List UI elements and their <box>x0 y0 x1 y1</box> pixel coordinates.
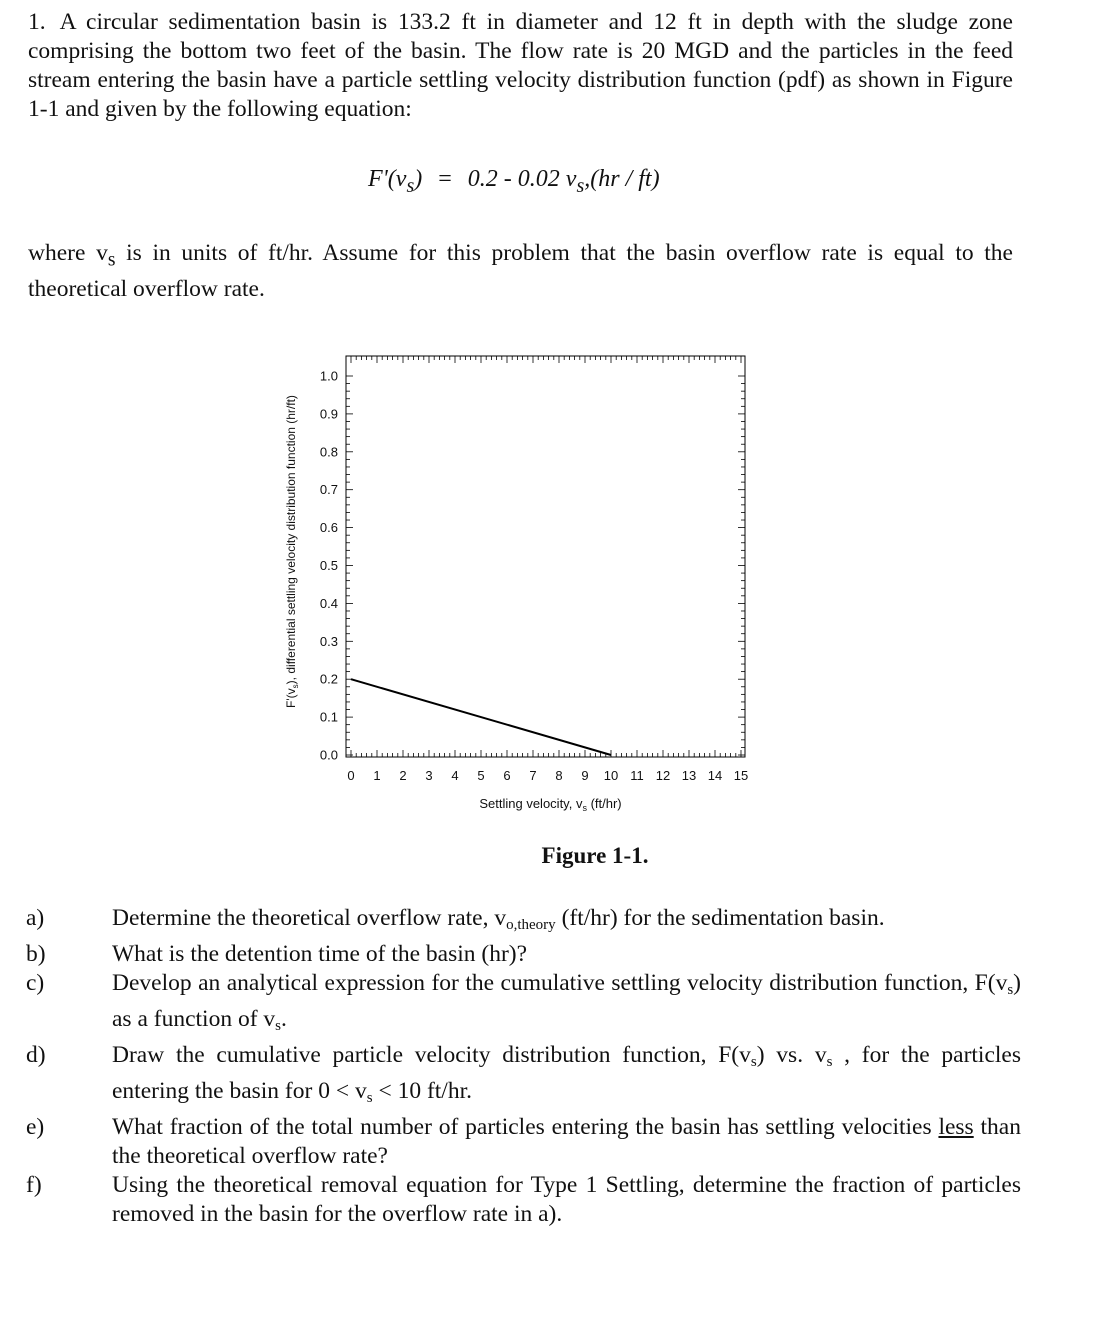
y-axis-label: $F'(v_s)$, differential settling velocity distribution function (hr/ft) <box>284 395 300 708</box>
y-tick-label: 0.0 <box>319 747 338 763</box>
figure-1-1-chart <box>270 340 770 820</box>
question-text-part: What fraction of the total number of particles entering the basin has settling velocities <box>112 1114 939 1140</box>
equation-units: ,(hr / ft) <box>584 166 660 192</box>
equation-equals: = <box>438 166 452 192</box>
question-letter: e) <box>26 1114 45 1140</box>
y-tick-label: 0.1 <box>319 709 338 725</box>
question-item <box>26 940 1021 969</box>
x-tick-label: 13 <box>681 768 697 783</box>
question-subscript: o,theory <box>506 917 556 933</box>
question-text-part: (ft/hr) for the sedimentation basin. <box>555 905 885 931</box>
x-tick-label: 0 <box>347 768 355 783</box>
y-tick-label: 1.0 <box>319 368 338 384</box>
question-text-part: Develop an analytical expression for the cumulative settling velocity distribution function, F(v <box>112 970 1008 996</box>
question-text-part: than the theoretical overflow rate? <box>112 1114 1021 1169</box>
equation-lhs-close: ) <box>414 166 423 192</box>
question-text-part: < 10 ft/hr. <box>372 1078 472 1104</box>
problem-statement <box>28 8 1013 124</box>
x-tick-label: 12 <box>655 768 671 783</box>
question-item <box>26 904 1021 940</box>
question-letter: b) <box>26 941 46 967</box>
question-subscript: s <box>366 1090 373 1106</box>
x-tick-label: 8 <box>555 768 563 783</box>
question-text-part: . <box>281 1006 287 1032</box>
y-tick-label: 0.8 <box>319 444 338 460</box>
question-text <box>112 1113 1021 1171</box>
question-letter: f) <box>26 1172 42 1198</box>
x-tick-label: 4 <box>451 768 459 783</box>
equation-lhs-subscript: s <box>406 174 415 197</box>
y-tick-label: 0.7 <box>319 482 338 498</box>
y-tick-label: 0.2 <box>319 671 338 687</box>
y-tick-label: 0.5 <box>319 558 338 573</box>
x-tick-label: 7 <box>529 768 537 783</box>
question-text-part: Determine the theoretical overflow rate, v <box>112 905 507 931</box>
question-item <box>26 1041 1021 1113</box>
where-rest: is in units of ft/hr. Assume for this problem that the basin overflow rate is equal to the theoretical overflow rate. <box>28 240 1013 302</box>
plot-frame <box>346 356 745 757</box>
question-text-part: Draw the cumulative particle velocity distribution function, F(v <box>112 1042 751 1068</box>
figure-caption: Figure 1-1. <box>541 843 649 868</box>
y-tick-label: 0.6 <box>319 520 338 536</box>
question-text-part: less <box>938 1114 974 1140</box>
question-subscript: s <box>750 1054 757 1070</box>
pdf-series-line <box>351 679 611 755</box>
question-item <box>26 969 1021 1041</box>
equation-rhs-subscript: s <box>576 174 585 197</box>
question-letter: a) <box>26 905 45 931</box>
question-subscript: s <box>826 1054 833 1070</box>
x-tick-label: 5 <box>477 768 485 783</box>
x-tick-label: 3 <box>425 768 433 783</box>
question-text <box>112 904 1021 940</box>
question-text <box>112 1171 1021 1229</box>
question-text <box>112 969 1021 1041</box>
equation-rhs: 0.2 - 0.02 v <box>467 166 577 192</box>
question-list <box>26 904 1021 1229</box>
question-text-part: , for the particles entering the basin for 0 < v <box>112 1042 1021 1104</box>
x-tick-label: 14 <box>707 768 723 783</box>
question-text-part: What is the detention time of the basin (hr)? <box>112 941 528 967</box>
question-text <box>112 940 1021 969</box>
y-tick-label: 0.9 <box>319 406 338 422</box>
question-text-part: Using the theoretical removal equation for Type 1 Settling, determine the fraction of particles removed in the basin for the overflow rate in a). <box>112 1172 1021 1227</box>
x-tick-label: 2 <box>399 768 407 783</box>
x-tick-label: 10 <box>603 768 619 783</box>
x-tick-label: 15 <box>733 768 749 783</box>
x-tick-label: 6 <box>503 768 511 783</box>
problem-number: 1. <box>28 9 46 35</box>
question-subscript: s <box>1007 982 1014 998</box>
y-tick-label: 0.4 <box>319 595 338 611</box>
question-letter: c) <box>26 970 45 996</box>
x-axis-label: Settling velocity, $v_s$ (ft/hr) <box>479 796 622 813</box>
where-prefix: where v <box>28 240 108 266</box>
question-subscript: s <box>275 1018 281 1034</box>
problem-intro-text: A circular sedimentation basin is 133.2 ft in diameter and 12 ft in depth with the sludge zone comprising the bottom two feet of the basin. The flow rate is 20 MGD and the particles in the feed stream entering the basin have a particle settling velocity distribution function (pdf) as shown in Figure 1-1 and given by the following equation: <box>28 9 1013 122</box>
x-tick-label: 11 <box>630 768 644 783</box>
question-text-part: ) as a function of v <box>112 970 1021 1032</box>
question-item <box>26 1113 1021 1171</box>
x-tick-label: 1 <box>373 768 381 783</box>
equation-lhs: F'(v <box>368 166 407 192</box>
y-tick-label: 0.3 <box>319 633 338 649</box>
question-text <box>112 1041 1021 1113</box>
question-letter: d) <box>26 1042 46 1068</box>
question-item <box>26 1171 1021 1229</box>
where-subscript: s <box>107 249 116 271</box>
pdf-equation <box>368 166 660 198</box>
question-text-part: ) vs. v <box>756 1042 827 1068</box>
x-tick-label: 9 <box>581 768 589 783</box>
where-statement <box>28 239 1013 304</box>
